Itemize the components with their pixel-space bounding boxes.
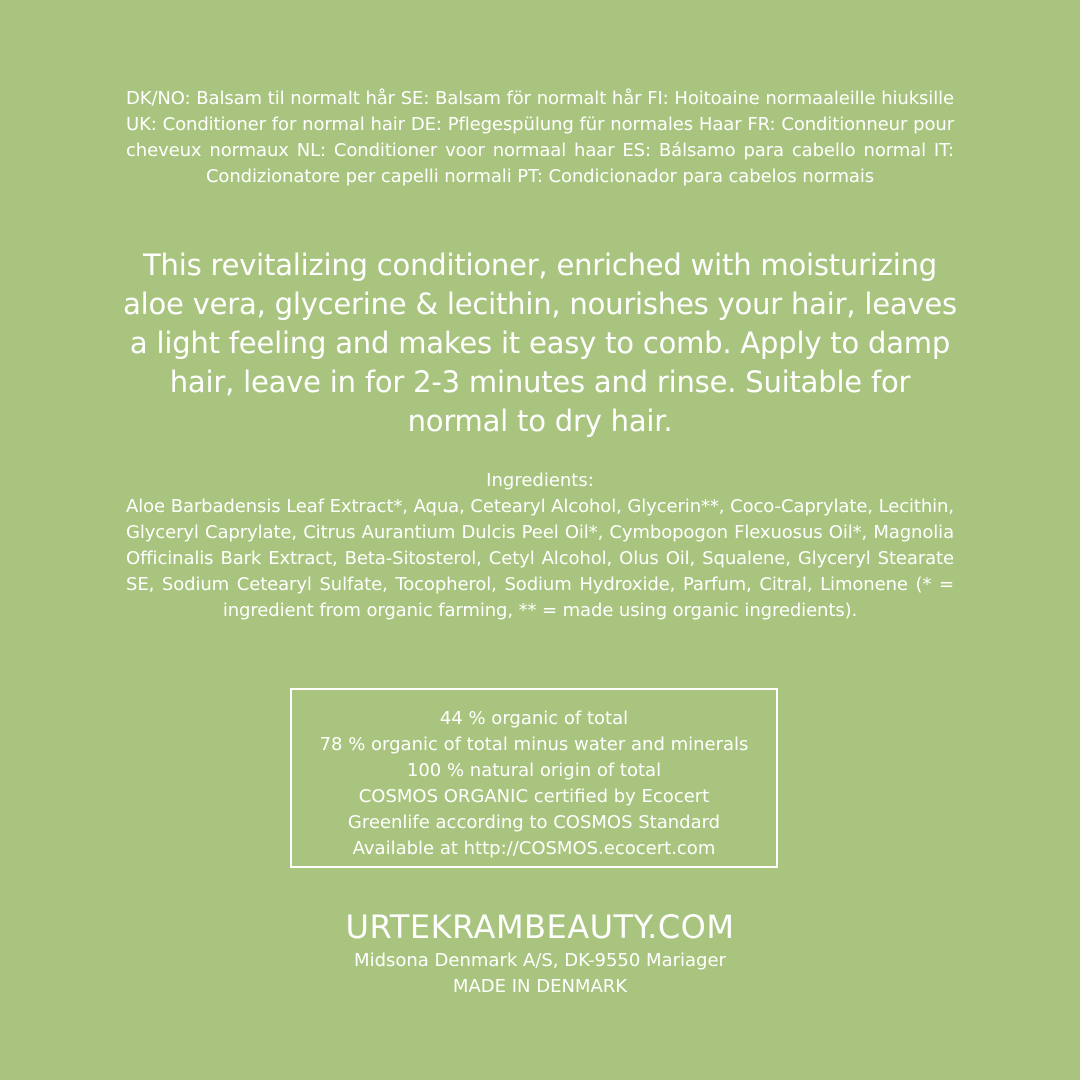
product-name-translations: DK/NO: Balsam til normalt hår SE: Balsam för normalt hår FI: Hoitoaine normaaleille hiuksille UK: Conditioner for normal hair DE: Pflegespülung für normales Haar FR: Conditionneur pour cheveux normaux NL: Conditioner voor normaal haar ES: Bálsamo para cabello normal IT: Condizionatore per capelli normali PT: Condicionador para cabelos normais [126,88,954,187]
ingredients-heading: Ingredients: [486,470,594,491]
certification-line: 78 % organic of total minus water and minerals [319,734,749,755]
certification-box [290,688,778,868]
certification-line: Greenlife according to COSMOS Standard [347,812,721,833]
certification-line: 44 % organic of total [439,708,629,729]
company-address: Midsona Denmark A/S, DK-9550 Mariager [354,950,726,971]
certification-line: 100 % natural origin of total [406,760,662,781]
brand-footer [240,906,840,1000]
ingredients-list: Aloe Barbadensis Leaf Extract*, Aqua, Cetearyl Alcohol, Glycerin**, Coco-Caprylate, Lecithin, Glyceryl Caprylate, Citrus Aurantium Dulcis Peel Oil*, Cymbopogon Flexuosus Oil*, Magnolia Officinalis Bark Extract, Beta-Sitosterol, Cetyl Alcohol, Olus Oil, Squalene, Glyceryl Stearate SE, Sodium Cetearyl Sulfate, Tocopherol, Sodium Hydroxide, Parfum, Citral, Limonene (* = ingredient from organic farming, ** = made using organic ingredients). [126,496,954,621]
brand-website: URTEKRAMBEAUTY.COM [345,908,735,946]
certification-line: COSMOS ORGANIC certified by Ecocert [358,786,710,807]
ingredients-section [126,468,954,624]
certification-line: Available at http://COSMOS.ecocert.com [352,838,716,859]
product-description: This revitalizing conditioner, enriched with moisturizing aloe vera, glycerine & lecithin, nourishes your hair, leaves a light feeling and makes it easy to comb. Apply to damp hair, leave in for 2-3 minutes and rinse. Suitable for normal to dry hair. [123,248,957,438]
country-of-origin: MADE IN DENMARK [452,976,628,997]
